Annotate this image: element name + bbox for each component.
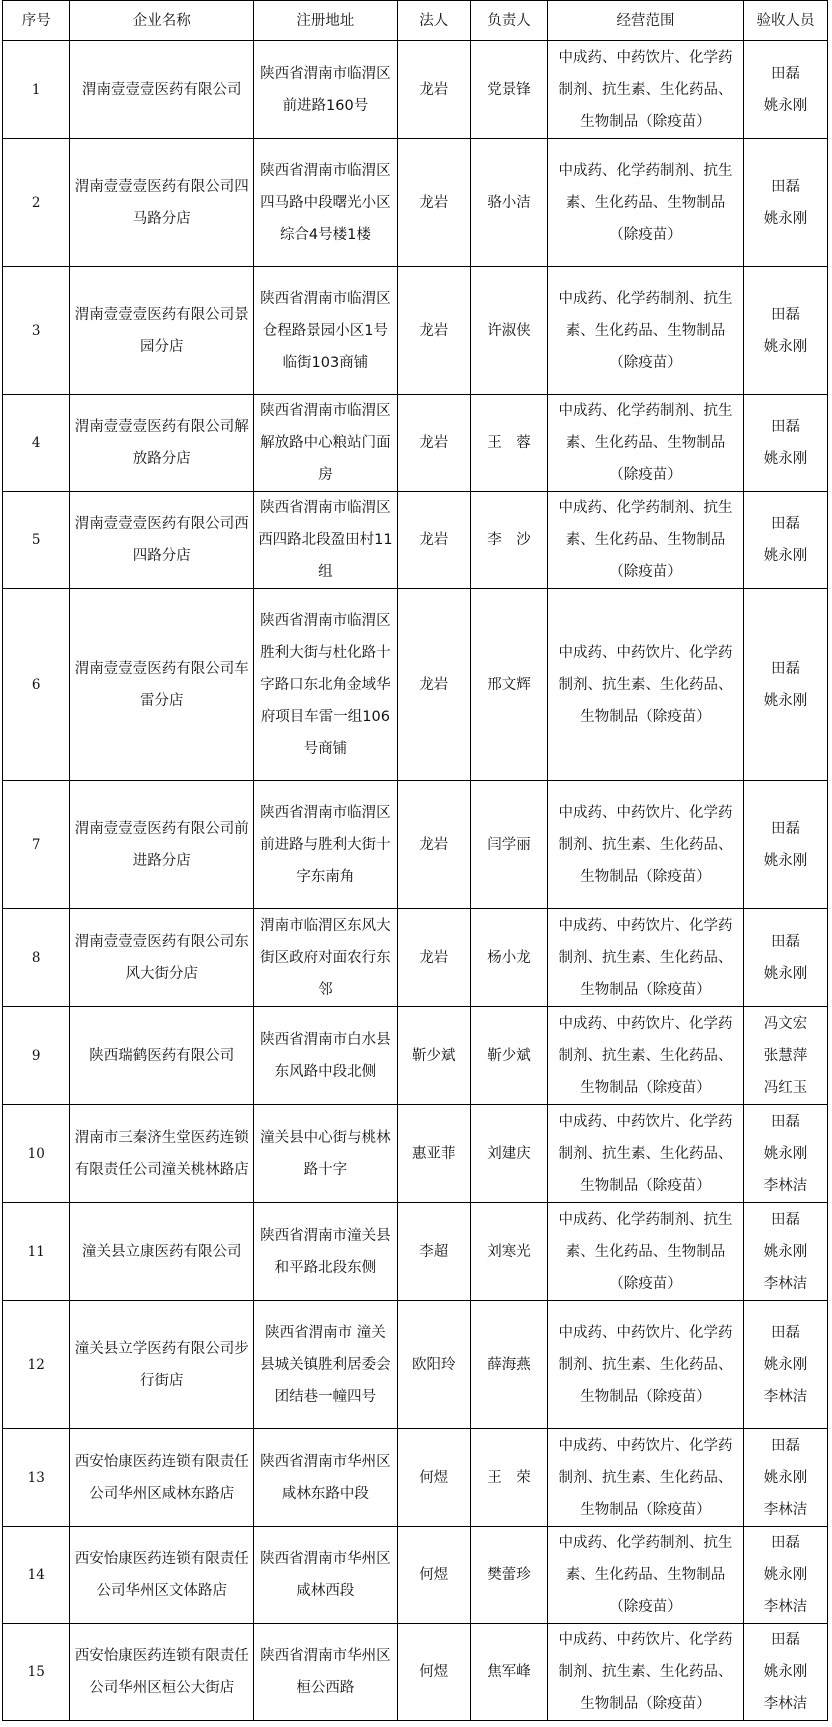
- inspector-name: 姚永刚: [763, 548, 808, 564]
- cell-legal-person: 龙岩: [397, 41, 470, 139]
- cell-registered-address: 陕西省渭南市华州区桓公西路: [254, 1624, 398, 1721]
- header-person-in-charge: 负责人: [470, 1, 547, 41]
- cell-business-scope: 中成药、中药饮片、化学药制剂、抗生素、生化药品、生物制品（除疫苗）: [548, 1301, 744, 1429]
- inspector-name: 田磊: [770, 419, 800, 435]
- cell-registered-address: 陕西省渭南市临渭区西四路北段盈田村11组: [254, 492, 398, 589]
- inspector-name: 李林洁: [763, 1388, 808, 1405]
- cell-company-name: 渭南市三秦济生堂医药连锁有限责任公司潼关桃林路店: [70, 1105, 254, 1203]
- cell-index: 8: [3, 909, 70, 1007]
- inspector-name: 田磊: [770, 660, 800, 677]
- cell-inspectors: [743, 492, 827, 589]
- table-row: [3, 1301, 828, 1429]
- cell-business-scope: 中成药、中药饮片、化学药制剂、抗生素、生化药品、生物制品（除疫苗）: [548, 1007, 744, 1105]
- inspector-name: 张慧萍: [763, 1047, 808, 1064]
- cell-person-in-charge: 王 蓉: [470, 395, 547, 492]
- cell-index: 9: [3, 1007, 70, 1105]
- cell-index: 1: [3, 41, 70, 139]
- inspector-name: 田磊: [770, 516, 800, 532]
- cell-inspectors: [743, 909, 827, 1007]
- cell-inspectors: [743, 1527, 827, 1624]
- cell-inspectors: [743, 41, 827, 139]
- inspector-name: 田磊: [770, 1211, 800, 1228]
- cell-business-scope: 中成药、中药饮片、化学药制剂、抗生素、生化药品、生物制品（除疫苗）: [548, 1624, 744, 1721]
- inspector-name: 田磊: [770, 820, 800, 837]
- cell-company-name: 陕西瑞鹤医药有限公司: [70, 1007, 254, 1105]
- cell-legal-person: 靳少斌: [397, 1007, 470, 1105]
- cell-legal-person: 何煜: [397, 1429, 470, 1527]
- cell-registered-address: 陕西省渭南市临渭区前进路160号: [254, 41, 398, 139]
- cell-index: 12: [3, 1301, 70, 1429]
- cell-index: 2: [3, 139, 70, 267]
- cell-business-scope: 中成药、中药饮片、化学药制剂、抗生素、生化药品、生物制品（除疫苗）: [548, 589, 744, 781]
- cell-legal-person: 龙岩: [397, 909, 470, 1007]
- inspector-name: 姚永刚: [763, 338, 808, 355]
- inspector-name: 姚永刚: [763, 1469, 808, 1486]
- cell-index: 6: [3, 589, 70, 781]
- cell-inspectors: [743, 395, 827, 492]
- table-row: [3, 589, 828, 781]
- cell-company-name: 渭南壹壹壹医药有限公司西四路分店: [70, 492, 254, 589]
- cell-business-scope: 中成药、化学药制剂、抗生素、生化药品、生物制品（除疫苗）: [548, 139, 744, 267]
- table-row: [3, 1105, 828, 1203]
- cell-business-scope: 中成药、化学药制剂、抗生素、生化药品、生物制品（除疫苗）: [548, 1203, 744, 1301]
- cell-company-name: 潼关县立康医药有限公司: [70, 1203, 254, 1301]
- cell-registered-address: 渭南市临渭区东风大街区政府对面农行东邻: [254, 909, 398, 1007]
- table-row: [3, 267, 828, 395]
- cell-person-in-charge: 许淑侠: [470, 267, 547, 395]
- table-row: [3, 1624, 828, 1721]
- table-row: [3, 492, 828, 589]
- cell-registered-address: 陕西省渭南市华州区咸林西段: [254, 1527, 398, 1624]
- inspector-name: 李林洁: [763, 1501, 808, 1518]
- inspector-name: 李林洁: [763, 1275, 808, 1292]
- inspector-name: 李林洁: [763, 1177, 808, 1194]
- inspector-name: 姚永刚: [763, 210, 808, 227]
- inspector-name: 姚永刚: [763, 1664, 808, 1680]
- inspector-name: 田磊: [770, 65, 800, 82]
- cell-business-scope: 中成药、化学药制剂、抗生素、生化药品、生物制品（除疫苗）: [548, 1527, 744, 1624]
- inspector-name: 姚永刚: [763, 97, 808, 114]
- cell-person-in-charge: 靳少斌: [470, 1007, 547, 1105]
- inspector-name: 姚永刚: [763, 692, 808, 709]
- inspector-name: 姚永刚: [763, 1243, 808, 1260]
- header-business-scope: 经营范围: [548, 1, 744, 41]
- cell-business-scope: 中成药、化学药制剂、抗生素、生化药品、生物制品（除疫苗）: [548, 267, 744, 395]
- cell-index: 4: [3, 395, 70, 492]
- cell-index: 14: [3, 1527, 70, 1624]
- cell-legal-person: 何煜: [397, 1527, 470, 1624]
- cell-business-scope: 中成药、中药饮片、化学药制剂、抗生素、生化药品、生物制品（除疫苗）: [548, 41, 744, 139]
- inspector-name: 姚永刚: [763, 1145, 808, 1162]
- table-row: [3, 1527, 828, 1624]
- inspector-name: 姚永刚: [763, 451, 808, 467]
- inspector-name: 田磊: [770, 1324, 800, 1341]
- cell-legal-person: 何煜: [397, 1624, 470, 1721]
- cell-legal-person: 龙岩: [397, 395, 470, 492]
- cell-index: 10: [3, 1105, 70, 1203]
- cell-person-in-charge: 焦军峰: [470, 1624, 547, 1721]
- cell-company-name: 渭南壹壹壹医药有限公司解放路分店: [70, 395, 254, 492]
- cell-company-name: 潼关县立学医药有限公司步行街店: [70, 1301, 254, 1429]
- cell-index: 15: [3, 1624, 70, 1721]
- cell-person-in-charge: 刘寒光: [470, 1203, 547, 1301]
- table-row: [3, 395, 828, 492]
- table-body: [3, 41, 828, 1721]
- cell-person-in-charge: 党景锋: [470, 41, 547, 139]
- inspector-name: 姚永刚: [763, 1356, 808, 1373]
- cell-inspectors: [743, 267, 827, 395]
- cell-business-scope: 中成药、化学药制剂、抗生素、生化药品、生物制品（除疫苗）: [548, 492, 744, 589]
- cell-person-in-charge: 王 荣: [470, 1429, 547, 1527]
- cell-person-in-charge: 闫学丽: [470, 781, 547, 909]
- cell-person-in-charge: 李 沙: [470, 492, 547, 589]
- cell-registered-address: 陕西省渭南市华州区咸林东路中段: [254, 1429, 398, 1527]
- header-company-name: 企业名称: [70, 1, 254, 41]
- cell-index: 5: [3, 492, 70, 589]
- cell-registered-address: 潼关县中心街与桃林路十字: [254, 1105, 398, 1203]
- cell-business-scope: 中成药、中药饮片、化学药制剂、抗生素、生化药品、生物制品（除疫苗）: [548, 909, 744, 1007]
- cell-registered-address: 陕西省渭南市潼关县和平路北段东侧: [254, 1203, 398, 1301]
- cell-legal-person: 龙岩: [397, 492, 470, 589]
- header-legal-person: 法人: [397, 1, 470, 41]
- table-row: [3, 1007, 828, 1105]
- cell-inspectors: [743, 1301, 827, 1429]
- cell-index: 3: [3, 267, 70, 395]
- header-row: [3, 1, 828, 41]
- inspector-name: 田磊: [770, 178, 800, 195]
- cell-inspectors: [743, 589, 827, 781]
- cell-inspectors: [743, 139, 827, 267]
- cell-registered-address: 陕西省渭南市临渭区胜利大街与杜化路十字路口东北角金域华府项目车雷一组106号商铺: [254, 589, 398, 781]
- cell-registered-address: 陕西省渭南市临渭区四马路中段曙光小区综合4号楼1楼: [254, 139, 398, 267]
- pharmacy-inspection-table: [2, 0, 828, 1721]
- inspector-name: 田磊: [770, 933, 800, 950]
- cell-company-name: 渭南壹壹壹医药有限公司车雷分店: [70, 589, 254, 781]
- inspector-name: 田磊: [770, 1632, 800, 1648]
- inspector-name: 李林洁: [763, 1599, 808, 1615]
- cell-person-in-charge: 薛海燕: [470, 1301, 547, 1429]
- cell-legal-person: 欧阳玲: [397, 1301, 470, 1429]
- cell-legal-person: 龙岩: [397, 267, 470, 395]
- header-index: 序号: [3, 1, 70, 41]
- header-inspectors: 验收人员: [743, 1, 827, 41]
- table-row: [3, 41, 828, 139]
- cell-index: 11: [3, 1203, 70, 1301]
- cell-company-name: 渭南壹壹壹医药有限公司四马路分店: [70, 139, 254, 267]
- cell-registered-address: 陕西省渭南市临渭区解放路中心粮站门面房: [254, 395, 398, 492]
- cell-company-name: 西安怡康医药连锁有限责任公司华州区桓公大街店: [70, 1624, 254, 1721]
- cell-legal-person: 李超: [397, 1203, 470, 1301]
- cell-company-name: 渭南壹壹壹医药有限公司景园分店: [70, 267, 254, 395]
- cell-company-name: 渭南壹壹壹医药有限公司东风大街分店: [70, 909, 254, 1007]
- cell-business-scope: 中成药、中药饮片、化学药制剂、抗生素、生化药品、生物制品（除疫苗）: [548, 781, 744, 909]
- cell-inspectors: [743, 1624, 827, 1721]
- cell-person-in-charge: 樊蕾珍: [470, 1527, 547, 1624]
- inspector-name: 田磊: [770, 1113, 800, 1130]
- cell-inspectors: [743, 781, 827, 909]
- cell-person-in-charge: 骆小洁: [470, 139, 547, 267]
- cell-index: 7: [3, 781, 70, 909]
- cell-inspectors: [743, 1105, 827, 1203]
- cell-company-name: 西安怡康医药连锁有限责任公司华州区咸林东路店: [70, 1429, 254, 1527]
- table-row: [3, 1203, 828, 1301]
- inspector-name: 冯红玉: [763, 1079, 808, 1096]
- table-row: [3, 781, 828, 909]
- cell-inspectors: [743, 1007, 827, 1105]
- inspector-name: 田磊: [770, 306, 800, 323]
- inspector-name: 姚永刚: [763, 965, 808, 982]
- inspector-name: 冯文宏: [763, 1015, 808, 1032]
- cell-index: 13: [3, 1429, 70, 1527]
- cell-company-name: 渭南壹壹壹医药有限公司: [70, 41, 254, 139]
- table-row: [3, 1429, 828, 1527]
- cell-person-in-charge: 刘建庆: [470, 1105, 547, 1203]
- inspector-name: 田磊: [770, 1535, 800, 1551]
- inspector-name: 田磊: [770, 1437, 800, 1454]
- cell-person-in-charge: 邢文辉: [470, 589, 547, 781]
- cell-inspectors: [743, 1203, 827, 1301]
- table-row: [3, 909, 828, 1007]
- cell-registered-address: 陕西省渭南市临渭区前进路与胜利大街十字东南角: [254, 781, 398, 909]
- cell-inspectors: [743, 1429, 827, 1527]
- inspector-name: 李林洁: [763, 1696, 808, 1712]
- cell-company-name: 西安怡康医药连锁有限责任公司华州区文体路店: [70, 1527, 254, 1624]
- cell-legal-person: 龙岩: [397, 139, 470, 267]
- cell-person-in-charge: 杨小龙: [470, 909, 547, 1007]
- cell-legal-person: 惠亚菲: [397, 1105, 470, 1203]
- cell-registered-address: 陕西省渭南市 潼关县城关镇胜利居委会团结巷一幢四号: [254, 1301, 398, 1429]
- cell-registered-address: 陕西省渭南市白水县东风路中段北侧: [254, 1007, 398, 1105]
- cell-business-scope: 中成药、中药饮片、化学药制剂、抗生素、生化药品、生物制品（除疫苗）: [548, 1429, 744, 1527]
- cell-registered-address: 陕西省渭南市临渭区仓程路景园小区1号临街103商铺: [254, 267, 398, 395]
- cell-legal-person: 龙岩: [397, 781, 470, 909]
- cell-company-name: 渭南壹壹壹医药有限公司前进路分店: [70, 781, 254, 909]
- table-row: [3, 139, 828, 267]
- header-registered-address: 注册地址: [254, 1, 398, 41]
- inspector-name: 姚永刚: [763, 1567, 808, 1583]
- cell-legal-person: 龙岩: [397, 589, 470, 781]
- cell-business-scope: 中成药、中药饮片、化学药制剂、抗生素、生化药品、生物制品（除疫苗）: [548, 1105, 744, 1203]
- inspector-name: 姚永刚: [763, 852, 808, 869]
- cell-business-scope: 中成药、化学药制剂、抗生素、生化药品、生物制品（除疫苗）: [548, 395, 744, 492]
